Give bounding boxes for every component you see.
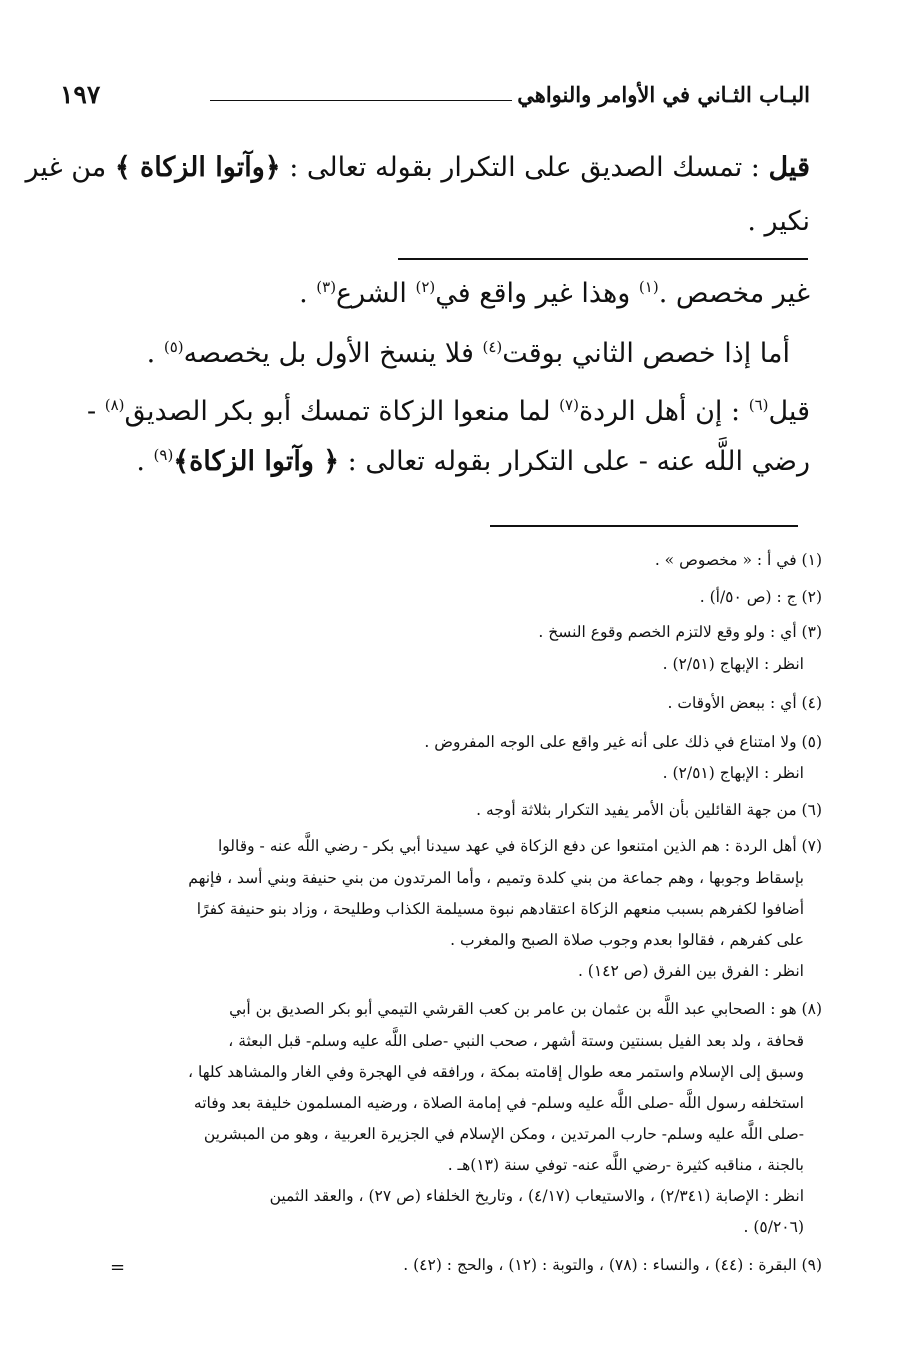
footnote-2: (٢) ج : (ص ٥٠/أ) . — [699, 588, 822, 606]
lead-word: قيل — [768, 152, 810, 183]
footnote-ref-4[interactable]: (٤) — [482, 338, 503, 356]
main-line-5 — [86, 396, 810, 428]
main-line-3 — [90, 278, 810, 310]
line-text: . — [136, 446, 154, 477]
header-rule — [210, 100, 512, 101]
footnote-ref-5[interactable]: (٥) — [163, 338, 184, 356]
footnote-8-ref: انظر : الإصابة (٢/٣٤١) ، والاستيعاب (٤/١٧) ، وتاريخ الخلفاء (ص ٢٧) ، والعقد الثمين — [269, 1187, 804, 1205]
footnote-7-cont: بإسقاط وجوبها ، وهم جماعة من بني كلدة وتميم ، وأما المرتدون من بني حنيفة وبني أسد ، فإنهم — [188, 869, 804, 887]
main-line-4 — [70, 338, 790, 370]
footnote-8-ref-cont: (٥/٢٠٦) . — [743, 1218, 804, 1236]
continuation-mark: = — [110, 1257, 126, 1278]
footnote-5: (٥) ولا امتناع في ذلك على أنه غير واقع على الوجه المفروض . — [424, 733, 822, 751]
footnote-8-cont: قحافة ، ولد بعد الفيل بسنتين وستة أشهر ، صحب النبي -صلى اللَّه عليه وسلم- قبل البعثة ، — [228, 1032, 804, 1050]
footnote-ref-7[interactable]: (٧) — [559, 396, 579, 414]
chapter-title: البـاب الثـاني في الأوامر والنواهي — [517, 82, 810, 107]
line-text: رضي اللَّه عنه - على التكرار بقوله تعالى : — [339, 446, 810, 477]
footnote-ref-1[interactable]: (١) — [638, 278, 659, 296]
line-text: من غير — [25, 152, 115, 183]
main-line-2: نكير . — [747, 206, 810, 237]
footnote-1: (١) في أ : « مخصوص » . — [654, 551, 822, 569]
line-text: - — [86, 396, 105, 427]
footnote-5-ref: انظر : الإبهاج (٢/٥١) . — [662, 764, 804, 782]
footnote-3: (٣) أي : ولو وقع لالتزم الخصم وقوع النسخ . — [538, 623, 822, 641]
footnote-ref-2[interactable]: (٢) — [415, 278, 436, 296]
footnote-7-cont: على كفرهم ، فقالوا بعدم وجوب صلاة الصبح والمغرب . — [450, 931, 804, 949]
line-text: . — [299, 278, 317, 309]
footnote-ref-3[interactable]: (٣) — [316, 278, 337, 296]
running-header — [60, 76, 810, 120]
footnote-9: (٩) البقرة : (٤٤) ، والنساء : (٧٨) ، والتوبة : (١٢) ، والحج : (٤٢) . — [403, 1256, 822, 1274]
line-text: غير مخصص . — [658, 278, 810, 309]
main-line-1 — [25, 152, 810, 184]
line-text: . — [146, 338, 164, 369]
line-text: قيل — [768, 396, 810, 427]
footnote-7-ref: انظر : الفرق بين الفرق (ص ١٤٢) . — [577, 962, 804, 980]
quran-verse: ﴿ وآتوا الزكاة﴾ — [173, 446, 340, 477]
line-text: وهذا غير واقع في — [435, 278, 639, 309]
footnote-7-cont: أضافوا لكفرهم بسبب منعهم الزكاة اعتقادهم نبوة مسيلمة الكذاب وطليحة ، وزاد بنو حنيفة كفرًا — [196, 900, 804, 918]
footnote-ref-6[interactable]: (٦) — [748, 396, 769, 414]
page-number: ١٩٧ — [60, 80, 101, 109]
footnote-8-cont: وسبق إلى الإسلام واستمر معه طوال إقامته بمكة ، ورافقه في الهجرة وفي الغار والمشاهد كلها ، — [188, 1063, 804, 1081]
line-text: أما إذا خصص الثاني بوقت — [502, 338, 790, 369]
line-text: : تمسك الصديق على التكرار بقوله تعالى : — [280, 152, 769, 183]
footnote-8-cont: استخلفه رسول اللَّه -صلى اللَّه عليه وسلم- في إمامة الصلاة ، ورضيه المسلمون خليفة بعد وفاته — [193, 1094, 804, 1112]
line-text: فلا ينسخ الأول بل يخصصه — [183, 338, 483, 369]
line-text: : إن أهل الردة — [578, 396, 749, 427]
line-text: لما منعوا الزكاة تمسك أبو بكر الصديق — [124, 396, 560, 427]
footnote-8-cont: -صلى اللَّه عليه وسلم- حارب المرتدين ، ومكن الإسلام في الجزيرة العربية ، وهو من المبشرين — [203, 1125, 804, 1143]
main-line-6 — [90, 446, 810, 478]
footnote-ref-8[interactable]: (٨) — [104, 396, 125, 414]
quran-verse: ﴿وآتوا الزكاة ﴾ — [114, 152, 281, 183]
footnote-8-cont: بالجنة ، مناقبه كثيرة -رضي اللَّه عنه- توفي سنة (١٣)هـ . — [447, 1156, 804, 1174]
footnote-ref-9[interactable]: (٩) — [153, 446, 174, 464]
line-text: الشرع — [336, 278, 416, 309]
footnote-6: (٦) من جهة القائلين بأن الأمر يفيد التكرار بثلاثة أوجه . — [476, 801, 822, 819]
footnote-separator — [490, 525, 798, 527]
footnote-4: (٤) أي : ببعض الأوقات . — [667, 694, 822, 712]
section-rule — [398, 258, 808, 260]
footnote-7: (٧) أهل الردة : هم الذين امتنعوا عن دفع الزكاة في عهد سيدنا أبي بكر - رضي اللَّه عنه - وقالوا — [217, 837, 822, 855]
footnote-8: (٨) هو : الصحابي عبد اللَّه بن عثمان بن عامر بن كعب القرشي التيمي أبو بكر الصديق بن أبي — [229, 1000, 822, 1018]
footnote-3-ref: انظر : الإبهاج (٢/٥١) . — [662, 655, 804, 673]
